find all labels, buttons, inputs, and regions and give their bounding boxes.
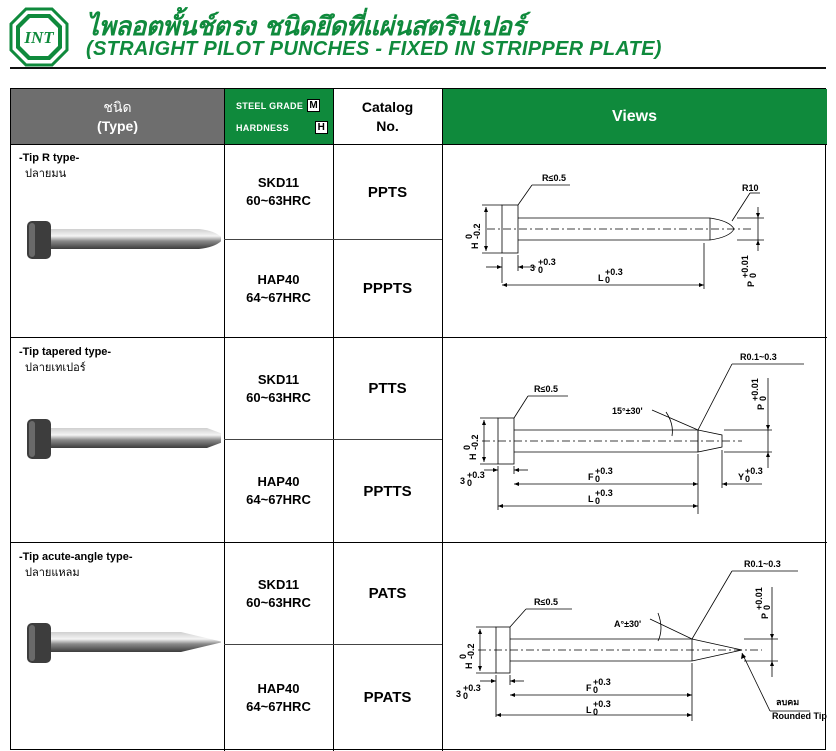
steel-grade-label: STEEL GRADE xyxy=(236,100,304,111)
steel-grade-value: SKD11 xyxy=(257,576,300,592)
dim-h-tol-lower: -0.2 xyxy=(466,643,476,659)
dim-head-tol-upper: +0.3 xyxy=(467,470,485,480)
dim-l-label: L xyxy=(588,494,594,504)
dim-p-tol-lower: 0 xyxy=(762,604,772,610)
header-divider xyxy=(10,67,826,69)
steel-grade-value: HAP40 xyxy=(257,474,300,489)
dim-l-tol-lower: 0 xyxy=(595,496,601,506)
dim-p-tol-lower: 0 xyxy=(758,395,768,401)
column-header-type-english: (Type) xyxy=(97,117,138,134)
dim-taper-angle: 15°±30' xyxy=(612,406,643,416)
dim-p-tol-upper: +0.01 xyxy=(750,378,760,401)
dim-y-label: Y xyxy=(738,472,745,482)
dim-l-tol-upper: +0.3 xyxy=(605,267,623,277)
grade-cell xyxy=(224,145,333,239)
row-type-label xyxy=(19,550,132,580)
dim-tip-radius: R10 xyxy=(742,183,759,193)
dim-h-tol-upper: 0 xyxy=(458,653,468,659)
dim-y-tol-lower: 0 xyxy=(745,474,751,484)
dim-edge-radius: R≤0.5 xyxy=(534,597,558,607)
dim-h-label: H xyxy=(470,242,480,249)
row-type-label xyxy=(19,151,79,181)
dim-tip-radius: R0.1~0.3 xyxy=(744,559,781,569)
row-type-english: -Tip tapered type- xyxy=(19,346,112,358)
hardness-label: HARDNESS xyxy=(236,122,289,133)
dim-h-tol-upper: 0 xyxy=(462,444,472,450)
steel-grade-value: HAP40 xyxy=(257,271,300,287)
dim-f-label: F xyxy=(586,683,592,693)
dim-p-label: P xyxy=(756,403,766,410)
hardness-badge: H xyxy=(315,121,328,134)
dim-p-label: P xyxy=(760,612,770,619)
dim-y-tol-upper: +0.3 xyxy=(745,466,763,476)
dim-h-label: H xyxy=(468,453,478,460)
column-header-catalog xyxy=(333,89,442,144)
steel-grade-badge: M xyxy=(307,99,320,112)
dim-h-tol-lower: -0.2 xyxy=(470,434,480,450)
dim-head-tol-upper: +0.3 xyxy=(538,257,556,267)
column-header-catalog-line2: No. xyxy=(376,117,399,134)
dim-l-label: L xyxy=(586,705,592,715)
row-type-english: -Tip acute-angle type- xyxy=(19,551,133,563)
dim-edge-radius: R≤0.5 xyxy=(542,173,566,183)
catalog-number: PPPTS xyxy=(362,280,413,297)
hardness-value: 64~67HRC xyxy=(246,698,311,714)
column-header-type xyxy=(11,89,224,144)
dim-h-label: H xyxy=(464,662,474,669)
row-type-thai: ปลายเทเปอร์ xyxy=(25,361,86,374)
dim-head-tol-lower: 0 xyxy=(463,691,469,701)
product-table xyxy=(10,88,826,750)
steel-grade-value: SKD11 xyxy=(257,371,300,387)
grade-cell xyxy=(224,645,333,750)
rounded-tip-english: Rounded Tip xyxy=(772,711,827,721)
dim-h-tol-upper: 0 xyxy=(464,233,474,239)
dim-head-length: 3 xyxy=(460,476,466,486)
dim-head-length: 3 xyxy=(456,689,462,699)
dim-head-tol-lower: 0 xyxy=(467,478,473,488)
dim-p-label: P xyxy=(746,280,756,287)
dim-edge-radius: R≤0.5 xyxy=(534,384,558,394)
dim-head-tol-upper: +0.3 xyxy=(463,683,481,693)
column-header-catalog-line1: Catalog xyxy=(361,98,414,115)
drawing-tip-tapered xyxy=(442,338,827,542)
punch-photo-tip-acute xyxy=(21,621,221,667)
column-header-steel-grade xyxy=(224,89,333,144)
hardness-value: 60~63HRC xyxy=(246,594,311,610)
page-title-thai: ไพลอตพั้นช์ตรง ชนิดยึดที่แผ่นสตริปเปอร์ xyxy=(86,12,525,42)
catalog-number: PTTS xyxy=(368,380,407,397)
column-header-type-thai: ชนิด xyxy=(103,99,132,116)
dim-f-tol-lower: 0 xyxy=(595,474,601,484)
int-logo xyxy=(8,6,70,68)
dim-f-tol-upper: +0.3 xyxy=(595,466,613,476)
drawing-tip-r xyxy=(442,145,827,337)
dim-p-tol-upper: +0.01 xyxy=(740,255,750,278)
grade-cell xyxy=(224,338,333,439)
column-header-views xyxy=(442,89,827,144)
drawing-tip-acute xyxy=(442,543,827,750)
grade-cell xyxy=(224,240,333,337)
dim-f-tol-upper: +0.3 xyxy=(593,677,611,687)
grade-cell xyxy=(224,543,333,644)
dim-l-label: L xyxy=(598,273,604,283)
catalog-number: PPTS xyxy=(367,183,408,201)
logo-text: INT xyxy=(24,28,54,47)
grade-cell xyxy=(224,440,333,542)
punch-photo-tip-tapered xyxy=(21,417,221,463)
dim-p-tol-lower: 0 xyxy=(748,272,758,278)
page-title-english: (STRAIGHT PILOT PUNCHES - FIXED IN STRIPPER PLATE) xyxy=(86,38,662,60)
row-type-thai: ปลายแหลม xyxy=(25,566,80,579)
dim-p-tol-upper: +0.01 xyxy=(754,587,764,610)
punch-photo-tip-r xyxy=(21,219,221,263)
hardness-value: 64~67HRC xyxy=(246,492,311,507)
hardness-value: 60~63HRC xyxy=(246,193,311,208)
dim-f-label: F xyxy=(588,472,594,482)
catalog-number: PATS xyxy=(368,585,407,602)
catalog-number: PPATS xyxy=(363,689,412,706)
hardness-value: 64~67HRC xyxy=(246,289,311,305)
dim-head-length: 3 xyxy=(530,263,536,273)
dim-head-tol-lower: 0 xyxy=(538,265,544,275)
dim-l-tol-upper: +0.3 xyxy=(593,699,611,709)
dim-l-tol-upper: +0.3 xyxy=(595,488,613,498)
steel-grade-value: SKD11 xyxy=(257,175,300,190)
row-type-english: -Tip R type- xyxy=(19,152,80,164)
dim-l-tol-lower: 0 xyxy=(593,707,599,717)
dim-f-tol-lower: 0 xyxy=(593,685,599,695)
hardness-value: 60~63HRC xyxy=(246,389,311,405)
catalog-number: PPTTS xyxy=(363,482,412,500)
row-type-label xyxy=(19,345,111,375)
column-header-views-label: Views xyxy=(611,107,658,125)
steel-grade-value: HAP40 xyxy=(257,680,300,696)
dim-h-tol-lower: -0.2 xyxy=(472,223,482,239)
dim-tip-angle: A°±30' xyxy=(614,619,642,629)
row-type-thai: ปลายมน xyxy=(25,167,67,180)
dim-tip-radius: R0.1~0.3 xyxy=(740,352,777,362)
rounded-tip-thai: ลบคม xyxy=(776,698,800,708)
dim-l-tol-lower: 0 xyxy=(605,275,611,285)
